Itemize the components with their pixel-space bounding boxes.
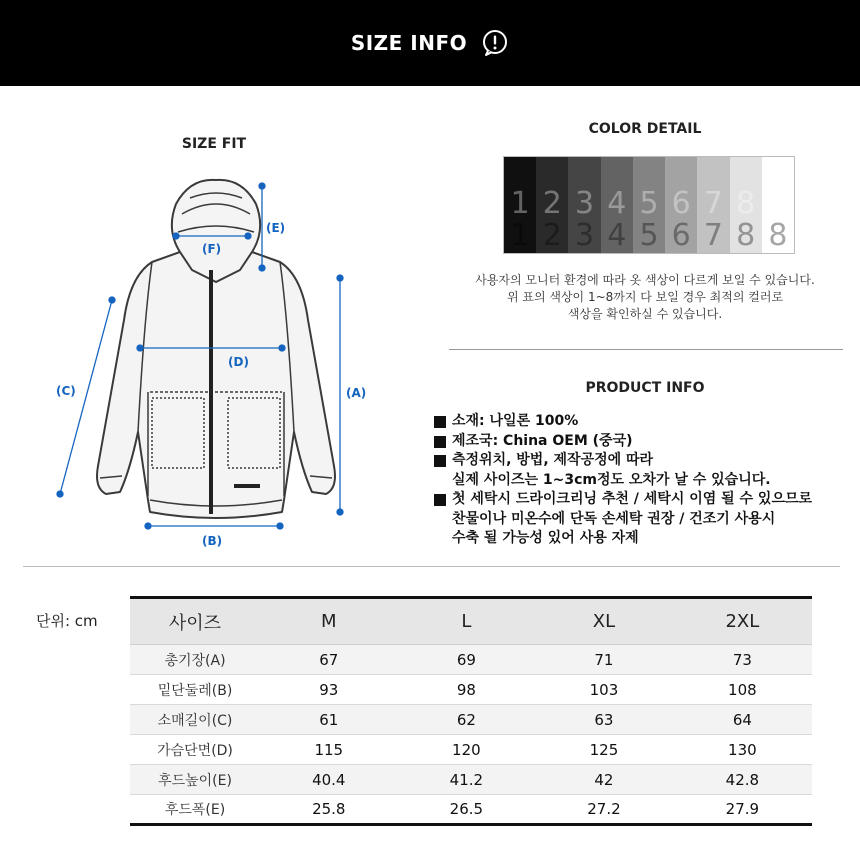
label-f: (F) (202, 242, 222, 256)
table-cell: 25.8 (260, 795, 398, 825)
color-swatch (762, 157, 794, 253)
size-fit-title: SIZE FIT (181, 136, 247, 152)
table-cell: 41.2 (398, 765, 536, 795)
color-swatch (568, 157, 600, 253)
table-header-cell: 사이즈 (130, 598, 260, 645)
table-row (130, 735, 812, 765)
page-title: SIZE INFO (350, 31, 468, 55)
table-header-cell: M (260, 598, 398, 645)
table-cell: 98 (398, 675, 536, 705)
table-cell: 71 (535, 645, 673, 675)
label-c: (C) (56, 384, 76, 398)
row-label: 후드높이(E) (130, 765, 260, 795)
table-header-cell: 2XL (673, 598, 812, 645)
table-row (130, 765, 812, 795)
color-swatch (697, 157, 729, 253)
table-cell: 125 (535, 735, 673, 765)
product-info-text: 제조국: China OEM (중국) (452, 432, 633, 449)
jacket-illustration (97, 180, 335, 518)
table-cell: 93 (260, 675, 398, 705)
table-cell: 42 (535, 765, 673, 795)
product-info-text: 소재: 나일론 100% (452, 413, 579, 429)
table-cell: 27.9 (673, 795, 812, 825)
table-row (130, 705, 812, 735)
color-note-line: 위 표의 색상이 1~8까지 다 보일 경우 최적의 컬러로 (506, 290, 784, 304)
info-icon (481, 29, 509, 57)
table-cell: 42.8 (673, 765, 812, 795)
product-info-text: 찬물이나 미온수에 단독 손세탁 권장 / 건조기 사용시 (452, 510, 776, 527)
table-cell: 67 (260, 645, 398, 675)
color-detail-title: COLOR DETAIL (588, 121, 702, 137)
swatch-bottom-number: 3 (575, 218, 595, 253)
jacket-measurement-diagram (40, 170, 390, 560)
label-e: (E) (266, 221, 286, 235)
color-swatch (665, 157, 697, 253)
product-info-text: 측정위치, 방법, 제작공정에 따라 (452, 452, 654, 468)
swatch-bottom-number: 8 (768, 218, 788, 253)
color-swatch (504, 157, 536, 253)
table-cell: 73 (673, 645, 812, 675)
table-header-cell: XL (535, 598, 673, 645)
label-a: (A) (346, 386, 367, 400)
row-label: 후드폭(E) (130, 795, 260, 825)
table-cell: 69 (398, 645, 536, 675)
color-swatch (601, 157, 633, 253)
table-cell: 61 (260, 705, 398, 735)
color-note (440, 272, 850, 323)
table-cell: 103 (535, 675, 673, 705)
color-note-line: 사용자의 모니터 환경에 따라 옷 색상이 다르게 보일 수 있습니다. (475, 273, 815, 287)
color-swatch (536, 157, 568, 253)
swatch-bottom-number: 2 (542, 218, 562, 253)
swatch-top-number: 6 (671, 186, 691, 221)
table-header-cell: L (398, 598, 536, 645)
color-swatch (633, 157, 665, 253)
swatch-bottom-number: 6 (671, 218, 691, 253)
table-cell: 62 (398, 705, 536, 735)
label-b: (B) (202, 534, 223, 548)
table-row (130, 645, 812, 675)
table-cell: 115 (260, 735, 398, 765)
table-cell: 63 (535, 705, 673, 735)
color-swatch (730, 157, 762, 253)
table-cell: 26.5 (398, 795, 536, 825)
swatch-top-number: 8 (736, 186, 756, 221)
swatch-top-number: 2 (542, 186, 562, 221)
table-row (130, 795, 812, 825)
table-cell: 130 (673, 735, 812, 765)
product-info-item (433, 451, 853, 490)
row-label: 가슴단면(D) (130, 735, 260, 765)
product-info-title: PRODUCT INFO (585, 380, 705, 396)
swatch-top-number: 3 (575, 186, 595, 221)
swatch-bottom-number: 1 (510, 218, 530, 253)
swatch-top-number: 1 (510, 186, 530, 221)
product-info-text: 첫 세탁시 드라이크리닝 추천 / 세탁시 이염 될 수 있으므로 (452, 491, 813, 507)
product-info-text: 수축 될 가능성 있어 사용 자제 (452, 530, 639, 546)
swatch-top-number: 7 (703, 186, 723, 221)
swatch-top-number: 5 (639, 186, 659, 221)
table-cell: 40.4 (260, 765, 398, 795)
product-info-item (433, 432, 853, 452)
size-table (130, 596, 812, 826)
divider (23, 566, 840, 567)
color-note-line: 색상을 확인하실 수 있습니다. (567, 307, 723, 321)
table-cell: 27.2 (535, 795, 673, 825)
color-swatch-strip (503, 156, 795, 254)
table-cell: 108 (673, 675, 812, 705)
swatch-top-number: 4 (607, 186, 627, 221)
table-header-row (130, 598, 812, 645)
row-label: 총기장(A) (130, 645, 260, 675)
divider (449, 349, 843, 350)
label-d: (D) (228, 355, 249, 369)
product-info-list (433, 412, 853, 549)
swatch-bottom-number: 7 (703, 218, 723, 253)
table-cell: 120 (398, 735, 536, 765)
row-label: 소매길이(C) (130, 705, 260, 735)
swatch-bottom-number: 4 (607, 218, 627, 253)
table-cell: 64 (673, 705, 812, 735)
product-info-text: 실제 사이즈는 1~3cm정도 오차가 날 수 있습니다. (452, 471, 771, 488)
table-row (130, 675, 812, 705)
product-info-item (433, 490, 853, 549)
product-info-item (433, 412, 853, 432)
row-label: 밑단둘레(B) (130, 675, 260, 705)
page-header (0, 0, 860, 86)
unit-label: 단위: cm (36, 612, 98, 630)
swatch-bottom-number: 5 (639, 218, 659, 253)
swatch-bottom-number: 8 (736, 218, 756, 253)
